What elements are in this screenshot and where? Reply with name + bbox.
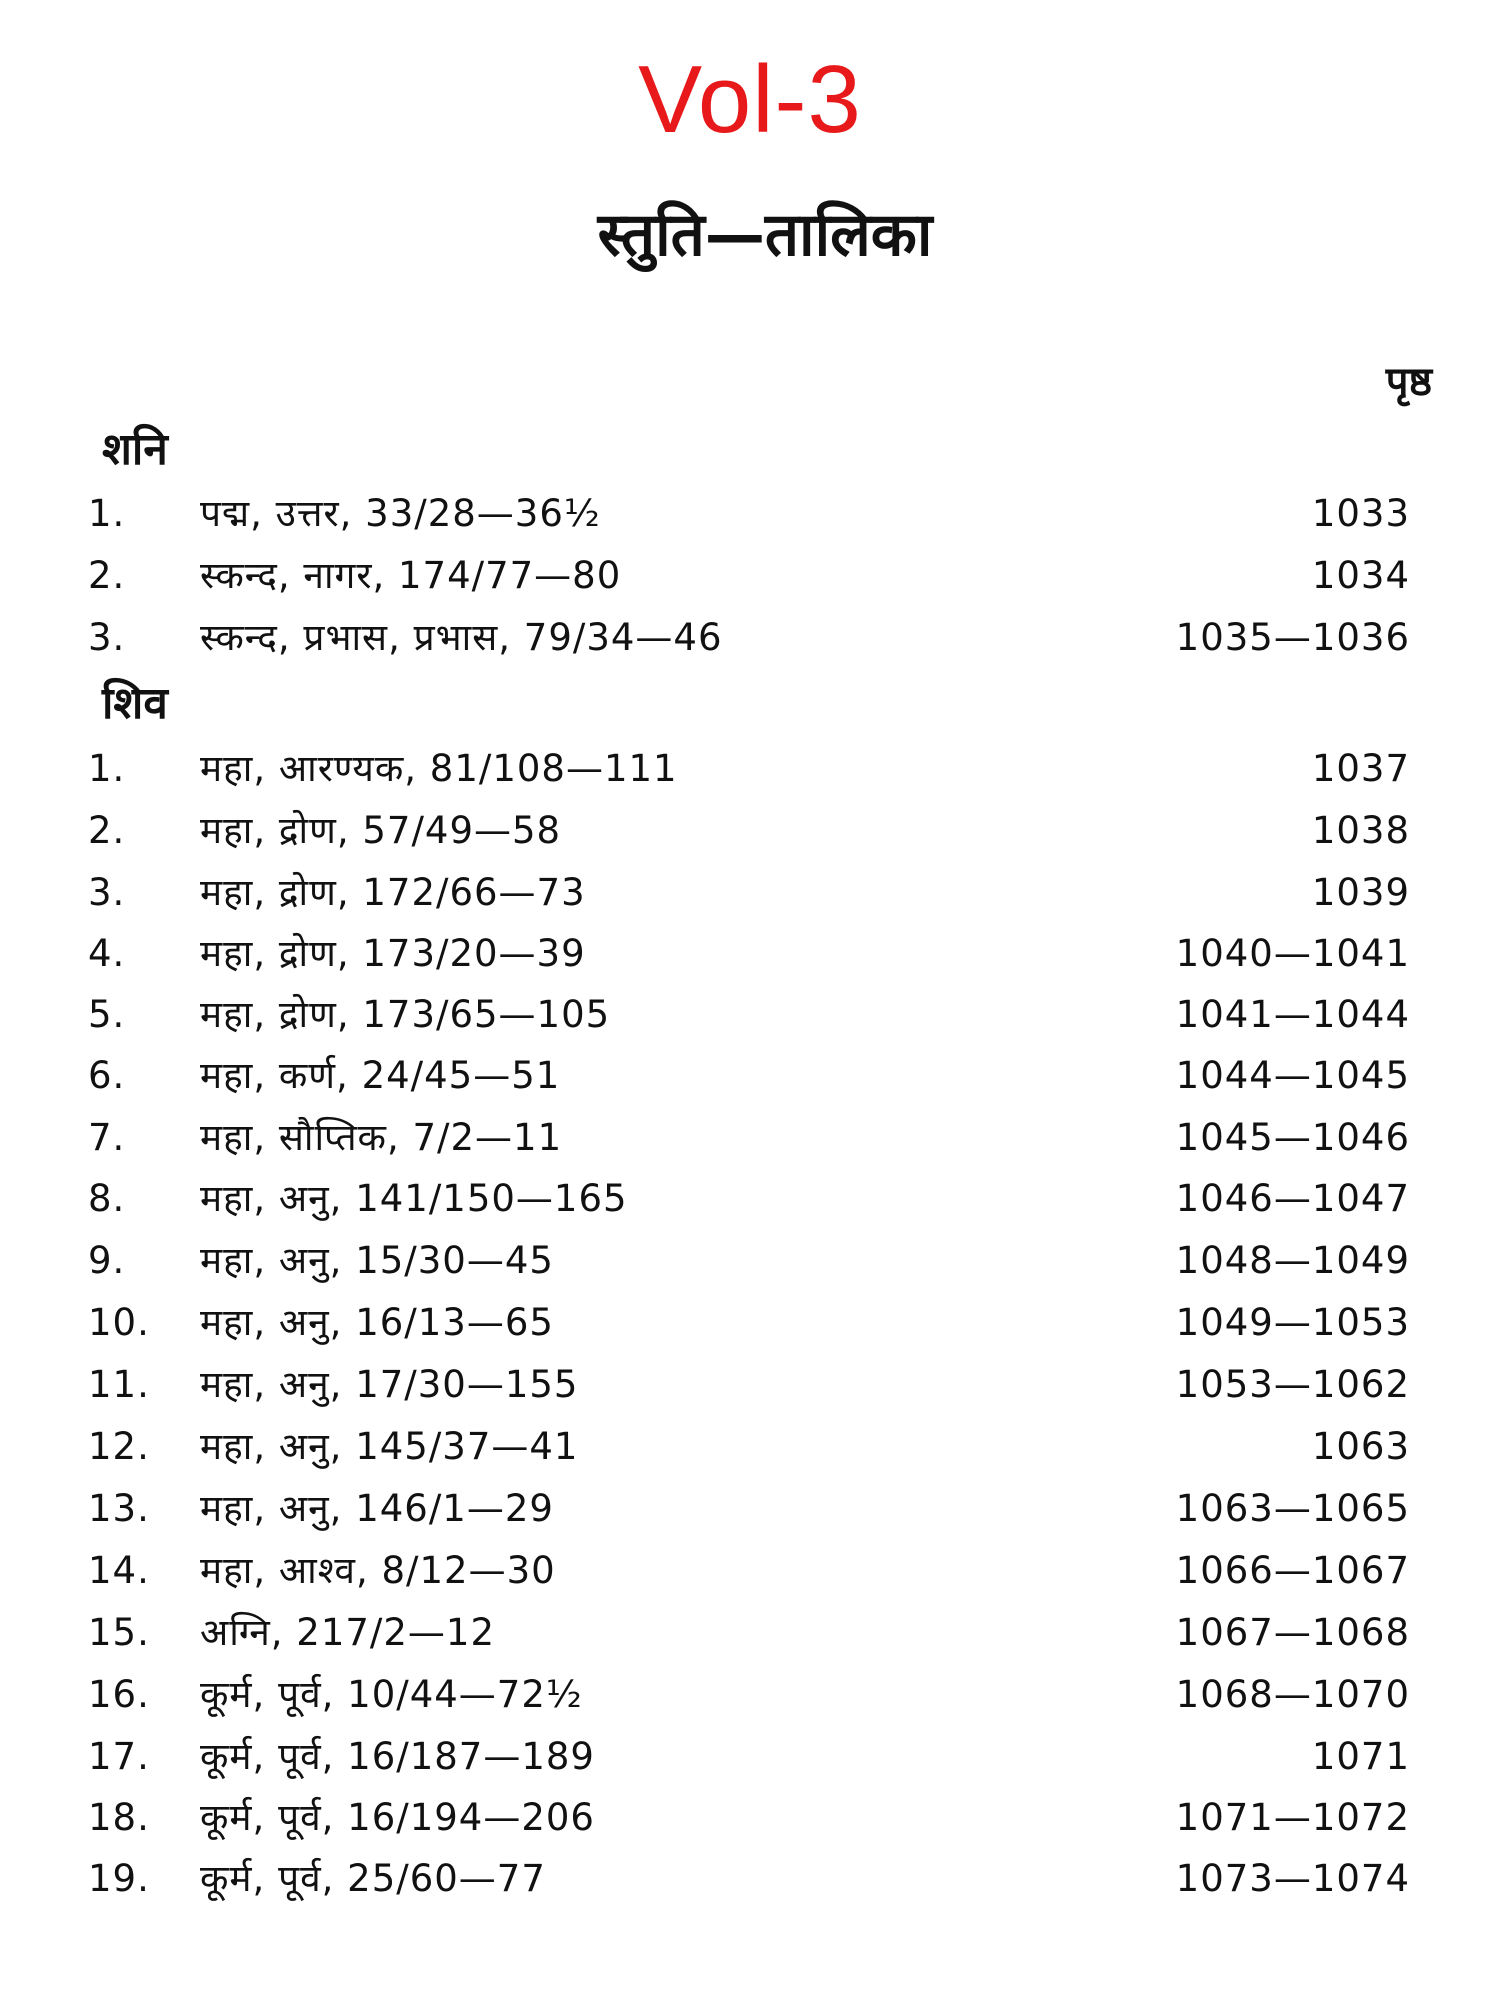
item-page: 1035—1036 [1175,616,1410,659]
item-page: 1039 [1311,871,1410,914]
list-item [88,928,1410,980]
item-number: 4. [88,932,126,975]
item-number: 19. [88,1857,150,1900]
item-number: 1. [88,492,126,535]
list-item [88,1669,1410,1721]
item-page: 1066—1067 [1175,1549,1410,1592]
item-reference: महा, कर्ण, 24/45—51 [200,1054,561,1097]
item-number: 1. [88,747,126,790]
item-page: 1071—1072 [1175,1796,1410,1839]
item-number: 15. [88,1611,150,1654]
item-reference: कूर्म, पूर्व, 16/187—189 [200,1735,595,1778]
item-number: 17. [88,1735,150,1778]
item-reference: कूर्म, पूर्व, 10/44—72½ [200,1673,583,1716]
section-heading-shani: शनि [102,424,168,475]
list-item [88,1050,1410,1102]
item-reference: अग्नि, 217/2—12 [200,1611,496,1654]
list-item [88,867,1410,919]
list-item [88,1483,1410,1535]
list-item [88,1235,1410,1287]
section-heading-shiv: शिव [102,678,168,729]
list-item [88,1297,1410,1349]
item-reference: महा, अनु, 17/30—155 [200,1363,579,1406]
item-reference: महा, अनु, 146/1—29 [200,1487,554,1530]
item-number: 6. [88,1054,126,1097]
list-item [88,805,1410,857]
item-reference: स्कन्द, नागर, 174/77—80 [200,554,622,597]
list-item [88,989,1410,1041]
list-item [88,1112,1410,1164]
item-page: 1046—1047 [1175,1177,1410,1220]
list-item [88,612,1410,664]
list-item [88,1545,1410,1597]
item-reference: महा, आश्व, 8/12—30 [200,1549,556,1592]
item-number: 10. [88,1301,150,1344]
item-page: 1033 [1311,492,1410,535]
item-page: 1048—1049 [1175,1239,1410,1282]
item-page: 1040—1041 [1175,932,1410,975]
item-reference: महा, अनु, 145/37—41 [200,1425,579,1468]
item-page: 1037 [1311,747,1410,790]
item-reference: महा, आरण्यक, 81/108—111 [200,747,678,790]
list-item [88,1421,1410,1473]
item-number: 14. [88,1549,150,1592]
list-item [88,1359,1410,1411]
list-item [88,743,1410,795]
item-number: 11. [88,1363,150,1406]
list-item [88,1853,1410,1905]
item-reference: स्कन्द, प्रभास, प्रभास, 79/34—46 [200,616,723,659]
item-reference: महा, द्रोण, 173/65—105 [200,993,611,1036]
item-page: 1038 [1311,809,1410,852]
item-number: 3. [88,616,126,659]
item-reference: महा, सौप्तिक, 7/2—11 [200,1116,563,1159]
item-reference: महा, अनु, 16/13—65 [200,1301,554,1344]
item-number: 16. [88,1673,150,1716]
item-page: 1063—1065 [1175,1487,1410,1530]
item-number: 13. [88,1487,150,1530]
item-reference: महा, द्रोण, 173/20—39 [200,932,586,975]
item-reference: महा, द्रोण, 57/49—58 [200,809,562,852]
item-number: 8. [88,1177,126,1220]
item-page: 1068—1070 [1175,1673,1410,1716]
item-page: 1067—1068 [1175,1611,1410,1654]
item-number: 18. [88,1796,150,1839]
item-reference: महा, अनु, 15/30—45 [200,1239,554,1282]
item-reference: महा, अनु, 141/150—165 [200,1177,628,1220]
item-page: 1053—1062 [1175,1363,1410,1406]
item-number: 9. [88,1239,126,1282]
item-reference: महा, द्रोण, 172/66—73 [200,871,586,914]
volume-label: Vol-3 [638,46,862,153]
item-page: 1063 [1311,1425,1410,1468]
item-page: 1034 [1311,554,1410,597]
item-page: 1044—1045 [1175,1054,1410,1097]
list-item [88,1792,1410,1844]
item-page: 1041—1044 [1175,993,1410,1036]
item-number: 5. [88,993,126,1036]
item-number: 7. [88,1116,126,1159]
item-number: 12. [88,1425,150,1468]
item-page: 1071 [1311,1735,1410,1778]
list-item [88,488,1410,540]
item-page: 1073—1074 [1175,1857,1410,1900]
list-item [88,550,1410,602]
item-number: 2. [88,554,126,597]
item-page: 1045—1046 [1175,1116,1410,1159]
item-reference: कूर्म, पूर्व, 25/60—77 [200,1857,546,1900]
item-number: 3. [88,871,126,914]
item-page: 1049—1053 [1175,1301,1410,1344]
item-number: 2. [88,809,126,852]
page-title: स्तुति—तालिका [597,200,933,270]
item-reference: पद्म, उत्तर, 33/28—36½ [200,492,601,535]
list-item [88,1731,1410,1783]
list-item [88,1607,1410,1659]
item-reference: कूर्म, पूर्व, 16/194—206 [200,1796,595,1839]
page-column-header: पृष्ठ [1385,359,1432,405]
list-item [88,1173,1410,1225]
